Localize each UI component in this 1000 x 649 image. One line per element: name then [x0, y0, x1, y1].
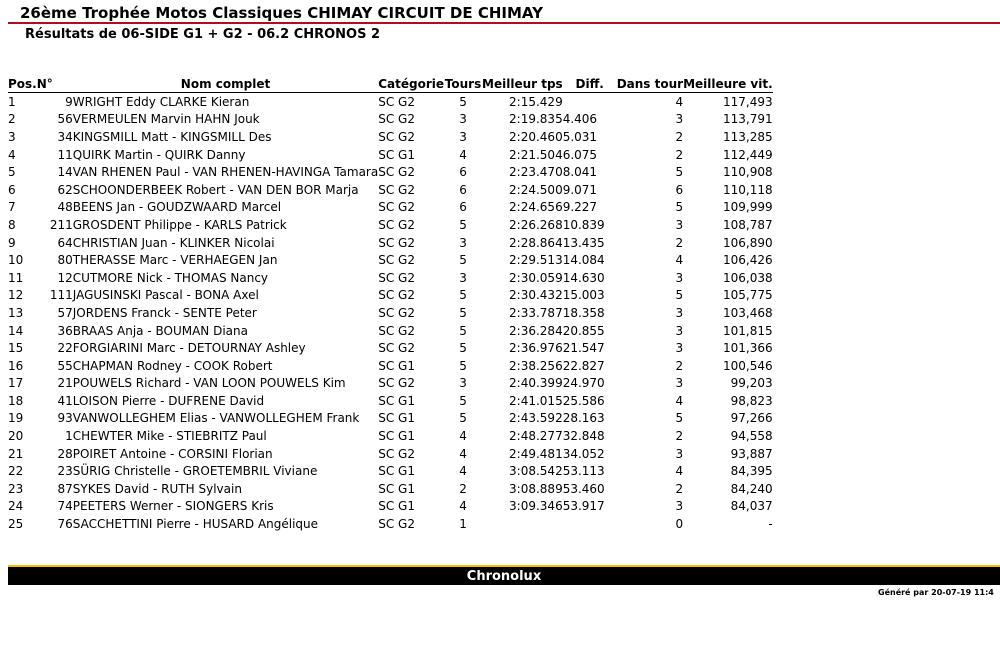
cell-laps: 1	[459, 517, 467, 532]
cell-laps: 5	[459, 288, 467, 303]
table-row	[8, 515, 773, 533]
cell-diff: 5.031	[562, 129, 598, 144]
table-row	[8, 462, 773, 480]
column-header-laps: Tours	[444, 77, 482, 91]
cell-pos: 17	[8, 376, 24, 391]
cell-pos: 21	[8, 446, 24, 461]
cell-in-lap: 5	[675, 288, 684, 303]
cell-category: SC G1	[378, 358, 415, 373]
cell-name: VANWOLLEGHEM Elias - VANWOLLEGHEM Frank	[72, 411, 360, 426]
cell-best-speed: -	[768, 517, 773, 532]
cell-best-speed: 93,887	[730, 446, 773, 461]
cell-category: SC G2	[378, 288, 415, 303]
cell-name: SCHOONDERBEEK Robert - VAN DEN BOR Marja	[72, 182, 359, 197]
cell-laps: 2	[459, 481, 467, 496]
cell-best-speed: 106,426	[723, 253, 773, 268]
cell-number: 28	[57, 446, 73, 461]
cell-in-lap: 4	[675, 94, 684, 109]
cell-diff: 9.071	[562, 182, 598, 197]
cell-best-time: 2:24.500	[509, 182, 563, 197]
table-row	[8, 427, 773, 445]
cell-best-time: 2:48.277	[509, 429, 563, 444]
cell-category: SC G2	[378, 165, 415, 180]
cell-best-speed: 84,037	[730, 499, 773, 514]
cell-in-lap: 2	[675, 358, 684, 373]
cell-best-speed: 84,395	[730, 464, 773, 479]
cell-laps: 4	[459, 499, 467, 514]
cell-laps: 5	[459, 411, 467, 426]
cell-name: QUIRK Martin - QUIRK Danny	[72, 147, 246, 162]
cell-pos: 22	[8, 464, 24, 479]
cell-best-speed: 84,240	[730, 481, 773, 496]
cell-number: 57	[57, 305, 73, 320]
cell-pos: 24	[8, 499, 24, 514]
cell-pos: 25	[8, 517, 24, 532]
cell-best-speed: 113,791	[723, 112, 773, 127]
cell-diff: 20.855	[562, 323, 605, 338]
cell-in-lap: 2	[675, 129, 684, 144]
column-header-number: N°	[37, 76, 73, 93]
cell-best-time: 2:21.504	[509, 147, 563, 162]
cell-diff: 22.827	[562, 358, 605, 373]
cell-best-time: 2:29.513	[509, 253, 563, 268]
cell-best-time: 3:09.346	[509, 499, 563, 514]
cell-pos: 20	[8, 429, 24, 444]
table-row	[8, 357, 773, 375]
cell-number: 111	[49, 288, 73, 303]
cell-number: 9	[65, 94, 73, 109]
cell-best-time: 2:41.015	[509, 393, 563, 408]
cell-best-speed: 105,775	[723, 288, 773, 303]
cell-best-speed: 94,558	[730, 429, 773, 444]
table-header-row	[8, 76, 773, 93]
cell-category: SC G2	[378, 323, 415, 338]
cell-best-speed: 112,449	[723, 147, 773, 162]
cell-pos: 2	[8, 112, 16, 127]
cell-number: 74	[57, 499, 73, 514]
results-table	[8, 76, 773, 533]
cell-category: SC G1	[378, 499, 415, 514]
cell-name: POIRET Antoine - CORSINI Florian	[72, 446, 273, 461]
table-row	[8, 163, 773, 181]
cell-in-lap: 3	[675, 217, 684, 232]
cell-best-time: 2:26.268	[509, 217, 563, 232]
cell-number: 23	[57, 464, 73, 479]
cell-in-lap: 3	[675, 499, 684, 514]
cell-best-time: 2:30.059	[509, 270, 563, 285]
cell-pos: 12	[8, 288, 24, 303]
cell-diff: 14.630	[562, 270, 605, 285]
cell-best-time: 2:20.460	[509, 129, 563, 144]
cell-best-speed: 97,266	[730, 411, 773, 426]
cell-name: KINGSMILL Matt - KINGSMILL Des	[72, 129, 272, 144]
cell-in-lap: 2	[675, 235, 684, 250]
cell-category: SC G1	[378, 429, 415, 444]
table-row	[8, 269, 773, 287]
cell-diff: 34.052	[562, 446, 605, 461]
cell-pos: 14	[8, 323, 24, 338]
table-row	[8, 199, 773, 217]
cell-in-lap: 3	[675, 270, 684, 285]
cell-best-time: 2:49.481	[509, 446, 563, 461]
cell-category: SC G2	[378, 94, 415, 109]
cell-laps: 5	[459, 253, 467, 268]
results-body	[8, 93, 773, 533]
cell-best-time: 3:08.542	[509, 464, 563, 479]
cell-in-lap: 2	[675, 481, 684, 496]
cell-in-lap: 6	[675, 182, 684, 197]
cell-in-lap: 4	[675, 464, 684, 479]
cell-name: CHEWTER Mike - STIEBRITZ Paul	[72, 429, 267, 444]
column-header-in-lap: Dans tour	[616, 77, 684, 91]
table-row	[8, 181, 773, 199]
cell-laps: 4	[459, 429, 467, 444]
table-row	[8, 128, 773, 146]
cell-laps: 5	[459, 94, 467, 109]
cell-number: 80	[57, 253, 73, 268]
cell-laps: 5	[459, 217, 467, 232]
cell-category: SC G1	[378, 147, 415, 162]
cell-laps: 5	[459, 341, 467, 356]
cell-best-speed: 108,787	[723, 217, 773, 232]
cell-diff: 8.041	[562, 165, 598, 180]
cell-best-speed: 113,285	[723, 129, 773, 144]
cell-category: SC G2	[378, 446, 415, 461]
table-row	[8, 410, 773, 428]
cell-diff: 21.547	[562, 341, 605, 356]
cell-category: SC G1	[378, 464, 415, 479]
cell-number: 55	[57, 358, 73, 373]
cell-pos: 16	[8, 358, 24, 373]
cell-best-time: 2:30.432	[509, 288, 563, 303]
table-row	[8, 234, 773, 252]
cell-name: JORDENS Franck - SENTE Peter	[72, 305, 257, 320]
cell-best-speed: 101,366	[723, 341, 773, 356]
header-rule	[8, 22, 1000, 24]
cell-number: 76	[57, 517, 73, 532]
cell-best-time: 2:23.470	[509, 165, 563, 180]
page-subtitle: Résultats de 06-SIDE G1 + G2 - 06.2 CHRONOS 2	[25, 27, 381, 42]
cell-pos: 9	[8, 235, 16, 250]
cell-diff: 4.406	[562, 112, 598, 127]
cell-best-time: 2:33.787	[509, 305, 563, 320]
cell-pos: 18	[8, 393, 24, 408]
cell-pos: 3	[8, 129, 16, 144]
cell-diff: 14.084	[562, 253, 605, 268]
table-row	[8, 216, 773, 234]
cell-in-lap: 0	[675, 517, 684, 532]
cell-pos: 6	[8, 182, 16, 197]
cell-best-time: 2:19.835	[509, 112, 563, 127]
column-header-name: Nom complet	[73, 76, 378, 93]
cell-number: 56	[57, 112, 73, 127]
cell-pos: 8	[8, 217, 16, 232]
column-header-diff: Diff.	[563, 76, 617, 93]
cell-in-lap: 3	[675, 446, 684, 461]
cell-best-speed: 106,038	[723, 270, 773, 285]
cell-category: SC G2	[378, 217, 415, 232]
cell-laps: 6	[459, 165, 467, 180]
cell-name: VAN RHENEN Paul - VAN RHENEN-HAVINGA Tamara	[72, 165, 379, 180]
cell-diff: 18.358	[562, 305, 605, 320]
cell-diff: 24.970	[562, 376, 605, 391]
cell-in-lap: 3	[675, 323, 684, 338]
cell-diff: 53.460	[562, 481, 605, 496]
column-header-pos: Pos.	[8, 77, 37, 91]
cell-name: THERASSE Marc - VERHAEGEN Jan	[72, 253, 278, 268]
cell-in-lap: 4	[675, 253, 684, 268]
cell-number: 87	[57, 481, 73, 496]
cell-number: 22	[57, 341, 73, 356]
cell-best-speed: 110,118	[723, 182, 773, 197]
cell-laps: 6	[459, 182, 467, 197]
cell-number: 64	[57, 235, 73, 250]
cell-name: LOISON Pierre - DUFRENE David	[72, 393, 265, 408]
cell-category: SC G1	[378, 411, 415, 426]
cell-diff: 6.075	[562, 147, 598, 162]
cell-pos: 7	[8, 200, 16, 215]
cell-laps: 6	[459, 200, 467, 215]
cell-best-speed: 100,546	[723, 358, 773, 373]
cell-name: CHAPMAN Rodney - COOK Robert	[72, 358, 273, 373]
column-header-category: Catégorie	[378, 77, 445, 91]
cell-pos: 15	[8, 341, 24, 356]
cell-in-lap: 3	[675, 112, 684, 127]
cell-number: 1	[65, 429, 73, 444]
cell-name: PEETERS Werner - SIONGERS Kris	[72, 499, 274, 514]
cell-category: SC G2	[378, 270, 415, 285]
cell-laps: 3	[459, 112, 467, 127]
cell-number: 11	[57, 147, 73, 162]
cell-best-speed: 103,468	[723, 305, 773, 320]
cell-diff: 9.227	[562, 200, 598, 215]
cell-best-time	[482, 515, 563, 533]
cell-number: 14	[57, 165, 73, 180]
cell-in-lap: 4	[675, 393, 684, 408]
cell-category: SC G2	[378, 517, 415, 532]
cell-number: 211	[49, 217, 73, 232]
cell-best-speed: 99,203	[730, 376, 773, 391]
cell-name: CHRISTIAN Juan - KLINKER Nicolai	[72, 235, 275, 250]
table-row	[8, 498, 773, 516]
cell-diff: 10.839	[562, 217, 605, 232]
table-row	[8, 146, 773, 164]
cell-number: 34	[57, 129, 73, 144]
cell-name: VERMEULEN Marvin HAHN Jouk	[72, 112, 260, 127]
cell-in-lap: 5	[675, 411, 684, 426]
cell-laps: 4	[459, 446, 467, 461]
cell-best-time: 3:08.889	[509, 481, 563, 496]
table-row	[8, 287, 773, 305]
footer-bar	[8, 567, 1000, 585]
cell-best-time: 2:36.284	[509, 323, 563, 338]
cell-best-time: 2:43.592	[509, 411, 563, 426]
cell-number: 21	[57, 376, 73, 391]
cell-best-speed: 109,999	[723, 200, 773, 215]
cell-number: 93	[57, 411, 73, 426]
cell-category: SC G2	[378, 376, 415, 391]
cell-diff: 53.917	[562, 499, 605, 514]
cell-category: SC G2	[378, 253, 415, 268]
cell-name: CUTMORE Nick - THOMAS Nancy	[72, 270, 269, 285]
cell-pos: 13	[8, 305, 24, 320]
cell-pos: 19	[8, 411, 24, 426]
cell-category: SC G2	[378, 182, 415, 197]
cell-category: SC G1	[378, 481, 415, 496]
cell-name: JAGUSINSKI Pascal - BONA Axel	[72, 288, 259, 303]
cell-best-speed: 117,493	[723, 94, 773, 109]
generated-timestamp: Généré par 20-07-19 11:4	[878, 588, 994, 597]
table-row	[8, 304, 773, 322]
cell-pos: 11	[8, 270, 24, 285]
cell-number: 36	[57, 323, 73, 338]
table-row	[8, 339, 773, 357]
cell-category: SC G2	[378, 305, 415, 320]
cell-best-time: 2:15.429	[509, 94, 563, 109]
cell-best-speed: 110,908	[723, 165, 773, 180]
cell-number: 41	[57, 393, 73, 408]
cell-category: SC G2	[378, 129, 415, 144]
cell-best-time: 2:24.656	[509, 200, 563, 215]
cell-diff: 53.113	[562, 464, 605, 479]
cell-pos: 1	[8, 94, 16, 109]
cell-pos: 5	[8, 165, 16, 180]
footer-brand: Chronolux	[466, 569, 542, 584]
cell-number: 62	[57, 182, 73, 197]
cell-pos: 4	[8, 147, 16, 162]
cell-laps: 5	[459, 305, 467, 320]
cell-in-lap: 2	[675, 147, 684, 162]
cell-in-lap: 3	[675, 376, 684, 391]
table-row	[8, 322, 773, 340]
cell-best-speed: 98,823	[730, 393, 773, 408]
cell-name: WRIGHT Eddy CLARKE Kieran	[72, 94, 250, 109]
cell-laps: 5	[459, 323, 467, 338]
cell-diff: 15.003	[562, 288, 605, 303]
cell-name: BRAAS Anja - BOUMAN Diana	[72, 323, 248, 338]
table-row	[8, 93, 773, 111]
table-row	[8, 111, 773, 129]
cell-name: BEENS Jan - GOUDZWAARD Marcel	[72, 200, 282, 215]
cell-name: SYKES David - RUTH Sylvain	[72, 481, 242, 496]
cell-pos: 10	[8, 253, 24, 268]
cell-diff	[563, 93, 617, 111]
cell-name: SACCHETTINI Pierre - HUSARD Angélique	[72, 517, 319, 532]
page-title: 26ème Trophée Motos Classiques CHIMAY CIRCUIT DE CHIMAY	[20, 4, 543, 22]
cell-number: 12	[57, 270, 73, 285]
cell-category: SC G1	[378, 393, 415, 408]
cell-laps: 3	[459, 129, 467, 144]
cell-diff: 28.163	[562, 411, 605, 426]
cell-name: GROSDENT Philippe - KARLS Patrick	[72, 217, 287, 232]
cell-laps: 5	[459, 358, 467, 373]
cell-category: SC G2	[378, 235, 415, 250]
cell-name: POUWELS Richard - VAN LOON POUWELS Kim	[72, 376, 346, 391]
cell-diff: 25.586	[562, 393, 605, 408]
cell-in-lap: 2	[675, 429, 684, 444]
cell-in-lap: 5	[675, 165, 684, 180]
cell-category: SC G2	[378, 200, 415, 215]
cell-category: SC G2	[378, 112, 415, 127]
cell-diff	[563, 515, 617, 533]
cell-category: SC G2	[378, 341, 415, 356]
cell-in-lap: 5	[675, 200, 684, 215]
cell-laps: 5	[459, 393, 467, 408]
table-row	[8, 375, 773, 393]
cell-number: 48	[57, 200, 73, 215]
table-row	[8, 445, 773, 463]
cell-laps: 4	[459, 147, 467, 162]
table-row	[8, 480, 773, 498]
cell-laps: 4	[459, 464, 467, 479]
cell-name: SÜRIG Christelle - GROETEMBRIL Viviane	[72, 464, 318, 479]
cell-laps: 3	[459, 270, 467, 285]
cell-best-speed: 101,815	[723, 323, 773, 338]
table-row	[8, 251, 773, 269]
cell-best-time: 2:40.399	[509, 376, 563, 391]
cell-name: FORGIARINI Marc - DETOURNAY Ashley	[72, 341, 306, 356]
cell-pos: 23	[8, 481, 24, 496]
cell-best-time: 2:38.256	[509, 358, 563, 373]
column-header-best-speed: Meilleure vit.	[683, 77, 773, 91]
cell-best-time: 2:28.864	[509, 235, 563, 250]
cell-diff: 13.435	[562, 235, 605, 250]
cell-in-lap: 3	[675, 305, 684, 320]
cell-best-speed: 106,890	[723, 235, 773, 250]
cell-best-time: 2:36.976	[509, 341, 563, 356]
cell-in-lap: 3	[675, 341, 684, 356]
column-header-best-time: Meilleur tps	[482, 77, 563, 91]
cell-diff: 32.848	[562, 429, 605, 444]
cell-laps: 3	[459, 235, 467, 250]
cell-laps: 3	[459, 376, 467, 391]
table-row	[8, 392, 773, 410]
